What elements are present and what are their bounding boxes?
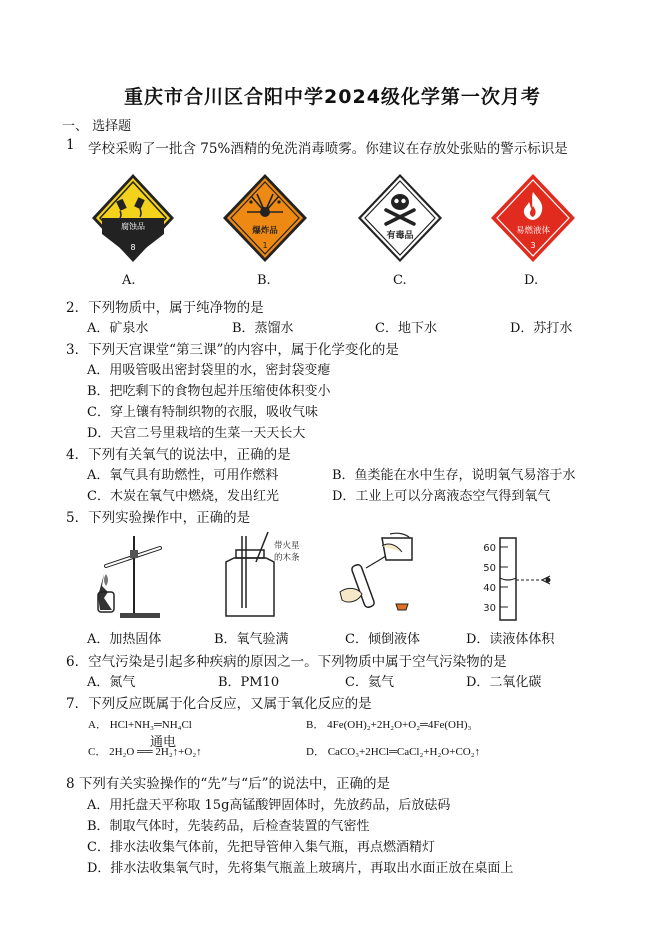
q2-option-c: C．地下水 [375,321,437,336]
cyl-tick-50: 50 [483,563,496,574]
q7-option-a: A． HCl+NH₃═NH₄Cl [88,719,192,731]
q7-stem: 7．下列反应既属于化合反应，又属于氧化反应的是 [66,696,372,712]
q5-option-a: A．加热固体 [87,632,162,647]
q2-stem: 2．下列物质中，属于纯净物的是 [66,300,264,316]
toxic-sign-icon [356,172,444,266]
q6-option-a: A．氮气 [87,675,136,690]
pouring-liquid-apparatus-icon [336,530,426,622]
oxygen-full-test-apparatus-icon [216,528,306,622]
q3-option-d: D．天宫二号里栽培的生菜一天天长大 [87,426,306,441]
q8-stem: 8 下列有关实验操作的“先”与“后”的说法中，正确的是 [66,776,390,792]
graduated-cylinder-icon [470,534,566,624]
q8-option-a: A．用托盘天平称取 15g高锰酸钾固体时，先放药品，后放砝码 [87,798,451,813]
q2-option-a: A．矿泉水 [87,321,149,336]
section-heading: 一、 选择题 [62,119,132,134]
q7-option-b: B． 4Fe(OH)₂+2H₂O+O₂═4Fe(OH)₃ [306,719,472,731]
q7-option-d: D． CaCO₃+2HCl═CaCl₂+H₂O+CO₂↑ [306,746,481,758]
q5-option-b: B．氧气验满 [214,632,289,647]
q4-option-d: D．工业上可以分离液态空气得到氧气 [332,489,551,504]
q1-number: 1 [66,137,75,153]
sign-a-class: 8 [130,243,136,252]
q4-option-b: B．鱼类能在水中生存，说明氧气易溶于水 [332,468,576,483]
q3-stem: 3．下列天宫课堂“第三课”的内容中，属于化学变化的是 [66,342,399,358]
splint-label-line1: 带火星 [274,541,300,551]
explosive-sign-icon [221,172,309,266]
q1-option-c: C. [393,273,407,288]
q1-stem: 学校采购了一批含 75%酒精的免洗消毒喷雾。你建议在存放处张贴的警示标识是 [88,141,568,157]
sign-b-text: 爆炸品 [252,226,278,236]
q5-option-d: D．读液体体积 [466,632,555,647]
q8-option-b: B．制取气体时，先装药品，后检查装置的气密性 [87,819,370,834]
q1-option-b: B. [257,273,271,288]
q6-option-c: C．氦气 [345,675,394,690]
sign-d-class: 3 [530,241,536,250]
q8-option-d: D．排水法收集氧气时，先将集气瓶盖上玻璃片，再取出水面正放在桌面上 [87,861,514,876]
corrosive-sign-icon [90,172,176,266]
cyl-tick-60: 60 [483,543,496,554]
sign-b-class: 1 [262,241,268,250]
q4-stem: 4．下列有关氧气的说法中，正确的是 [66,447,291,463]
sign-d-text: 易燃液体 [515,226,551,236]
q1-option-a: A. [122,273,136,288]
q5-stem: 5．下列实验操作中，正确的是 [66,510,251,526]
sign-c-text: 有毒品 [386,231,414,241]
q3-option-b: B．把吃剩下的食物包起并压缩使体积变小 [87,384,331,399]
cyl-tick-40: 40 [483,583,496,594]
q7-option-c: C． 2H₂O ══ 2H₂↑+O₂↑ [88,746,202,758]
page-title: 重庆市合川区合阳中学2024级化学第一次月考 [124,86,541,108]
q6-stem: 6．空气污染是引起多种疾病的原因之一。下列物质中属于空气污染物的是 [66,654,507,670]
q3-option-a: A．用吸管吸出密封袋里的水，密封袋变瘪 [87,363,331,378]
q4-option-c: C．木炭在氧气中燃烧，发出红光 [87,489,279,504]
q4-option-a: A．氧气具有助燃性，可用作燃料 [87,468,279,483]
splint-label-line2: 的木条 [274,553,300,563]
q2-option-d: D．苏打水 [510,321,573,336]
cyl-tick-30: 30 [483,603,496,614]
q3-option-c: C．穿上镶有特制织物的衣服，吸收气味 [87,405,318,420]
q2-option-b: B．蒸馏水 [232,321,294,336]
q6-option-d: D．二氧化碳 [466,675,542,690]
heating-solid-apparatus-icon [90,530,170,622]
q6-option-b: B．PM10 [218,675,280,690]
q8-option-c: C．排水法收集气体前，先把导管伸入集气瓶，再点燃酒精灯 [87,840,435,855]
q5-option-c: C．倾倒液体 [345,632,420,647]
flammable-liquid-sign-icon [489,172,577,266]
q7-c-condition: 通电 [150,735,177,750]
q1-option-d: D. [524,273,539,288]
sign-a-text: 腐蚀品 [121,222,145,231]
